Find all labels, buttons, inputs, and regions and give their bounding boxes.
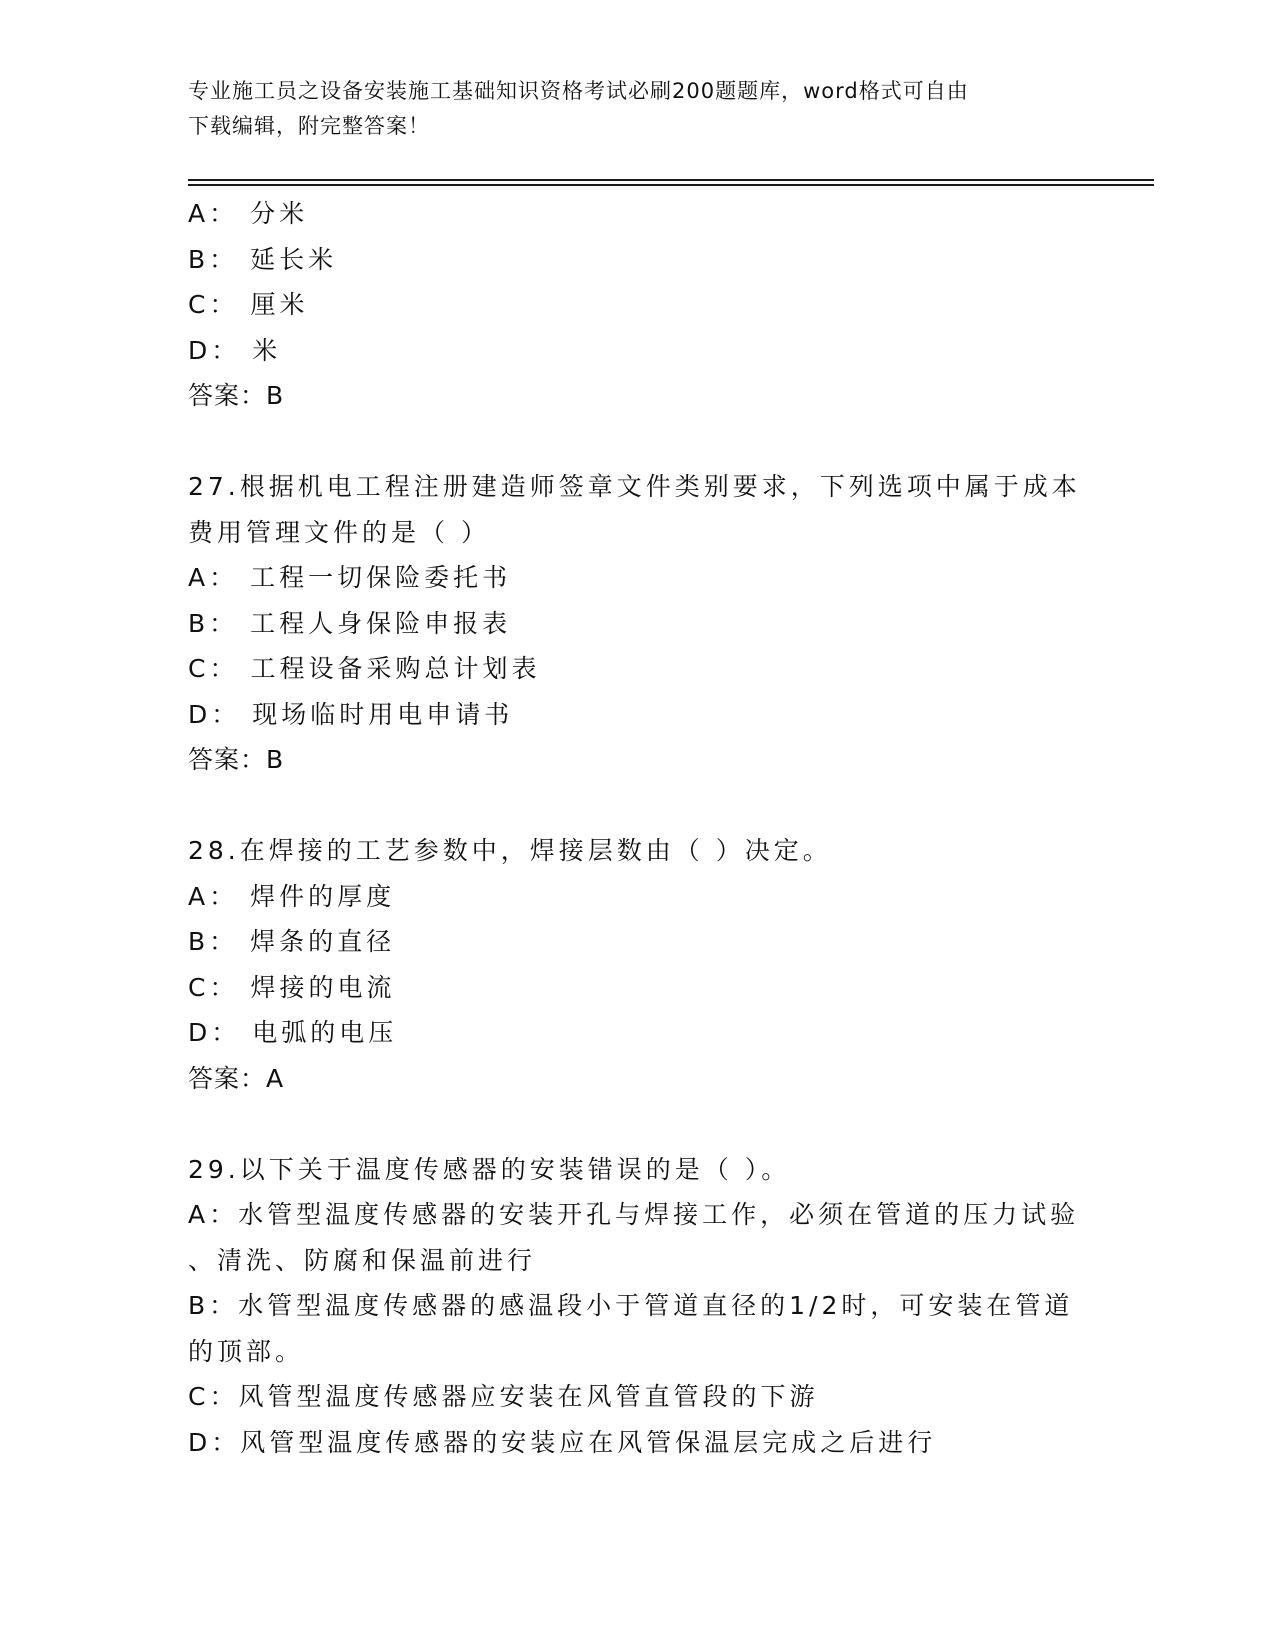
question-28 xyxy=(188,828,1088,1101)
option-key: B： xyxy=(188,244,239,274)
option-key: C： xyxy=(188,290,239,319)
option-text: 延长米 xyxy=(250,244,338,274)
answer-line: 答案：B xyxy=(188,381,285,410)
option-c xyxy=(188,646,1088,692)
option-a xyxy=(188,874,1088,920)
spacer xyxy=(188,419,1088,465)
option-d-line: D：风管型温度传感器的安装应在风管保温层完成之后进行 xyxy=(188,1427,937,1457)
option-a-line: A：水管型温度传感器的安装开孔与焊接工作，必须在管道的压力试验 xyxy=(188,1200,1080,1229)
question-stem-line: 29.以下关于温度传感器的安装错误的是（ ）。 xyxy=(188,1154,791,1184)
option-text: 电弧的电压 xyxy=(252,1018,398,1047)
option-text: 焊接的电流 xyxy=(250,972,396,1002)
option-text: 分米 xyxy=(250,199,309,228)
option-key: D： xyxy=(188,335,241,365)
option-text: 现场临时用电申请书 xyxy=(252,699,514,729)
option-text: 工程一切保险委托书 xyxy=(250,563,512,592)
option-a xyxy=(188,191,1088,237)
option-key: C： xyxy=(188,972,239,1002)
option-key: C： xyxy=(188,654,239,683)
option-a-line: 、清洗、防腐和保温前进行 xyxy=(188,1245,537,1275)
answer-line: 答案：B xyxy=(188,745,285,774)
header-divider-bottom xyxy=(188,184,1154,186)
option-c xyxy=(188,965,1088,1011)
option-key: A： xyxy=(188,563,239,592)
question-stem-line: 费用管理文件的是（ ） xyxy=(188,517,490,547)
option-key: B： xyxy=(188,927,239,956)
option-d xyxy=(188,692,1088,738)
option-c-line: C：风管型温度传感器应安装在风管直管段的下游 xyxy=(188,1382,819,1411)
option-key: B： xyxy=(188,608,239,638)
option-text: 焊件的厚度 xyxy=(250,881,396,911)
option-d xyxy=(188,328,1088,374)
spacer xyxy=(188,1101,1088,1147)
option-text: 工程设备采购总计划表 xyxy=(250,654,541,683)
document-header xyxy=(188,74,1088,144)
question-stem-line: 28.在焊接的工艺参数中，焊接层数由（ ）决定。 xyxy=(188,836,832,865)
question-27 xyxy=(188,464,1088,783)
option-b xyxy=(188,237,1088,283)
option-b-line: B：水管型温度传感器的感温段小于管道直径的1/2时，可安装在管道 xyxy=(188,1291,1074,1320)
option-b-line: 的顶部。 xyxy=(188,1336,305,1366)
header-line-1: 专业施工员之设备安装施工基础知识资格考试必刷200题题库，word格式可自由 xyxy=(188,79,969,103)
option-a xyxy=(188,555,1088,601)
option-key: A： xyxy=(188,881,239,911)
option-key: D： xyxy=(188,1018,241,1047)
option-text: 厘米 xyxy=(250,290,309,319)
header-divider-top xyxy=(188,179,1154,181)
question-26-continued xyxy=(188,191,1088,419)
option-b xyxy=(188,919,1088,965)
option-c xyxy=(188,282,1088,328)
spacer xyxy=(188,783,1088,829)
option-b xyxy=(188,601,1088,647)
option-text: 工程人身保险申报表 xyxy=(250,608,512,638)
option-text: 米 xyxy=(252,335,282,365)
option-key: A： xyxy=(188,199,239,228)
question-stem-line: 27.根据机电工程注册建造师签章文件类别要求，下列选项中属于成本 xyxy=(188,472,1081,501)
question-29 xyxy=(188,1147,1088,1466)
option-text: 焊条的直径 xyxy=(250,927,396,956)
option-key: D： xyxy=(188,699,241,729)
question-content xyxy=(188,191,1088,1465)
option-d xyxy=(188,1010,1088,1056)
answer-line: 答案：A xyxy=(188,1063,285,1093)
header-line-2: 下载编辑，附完整答案！ xyxy=(188,114,430,138)
